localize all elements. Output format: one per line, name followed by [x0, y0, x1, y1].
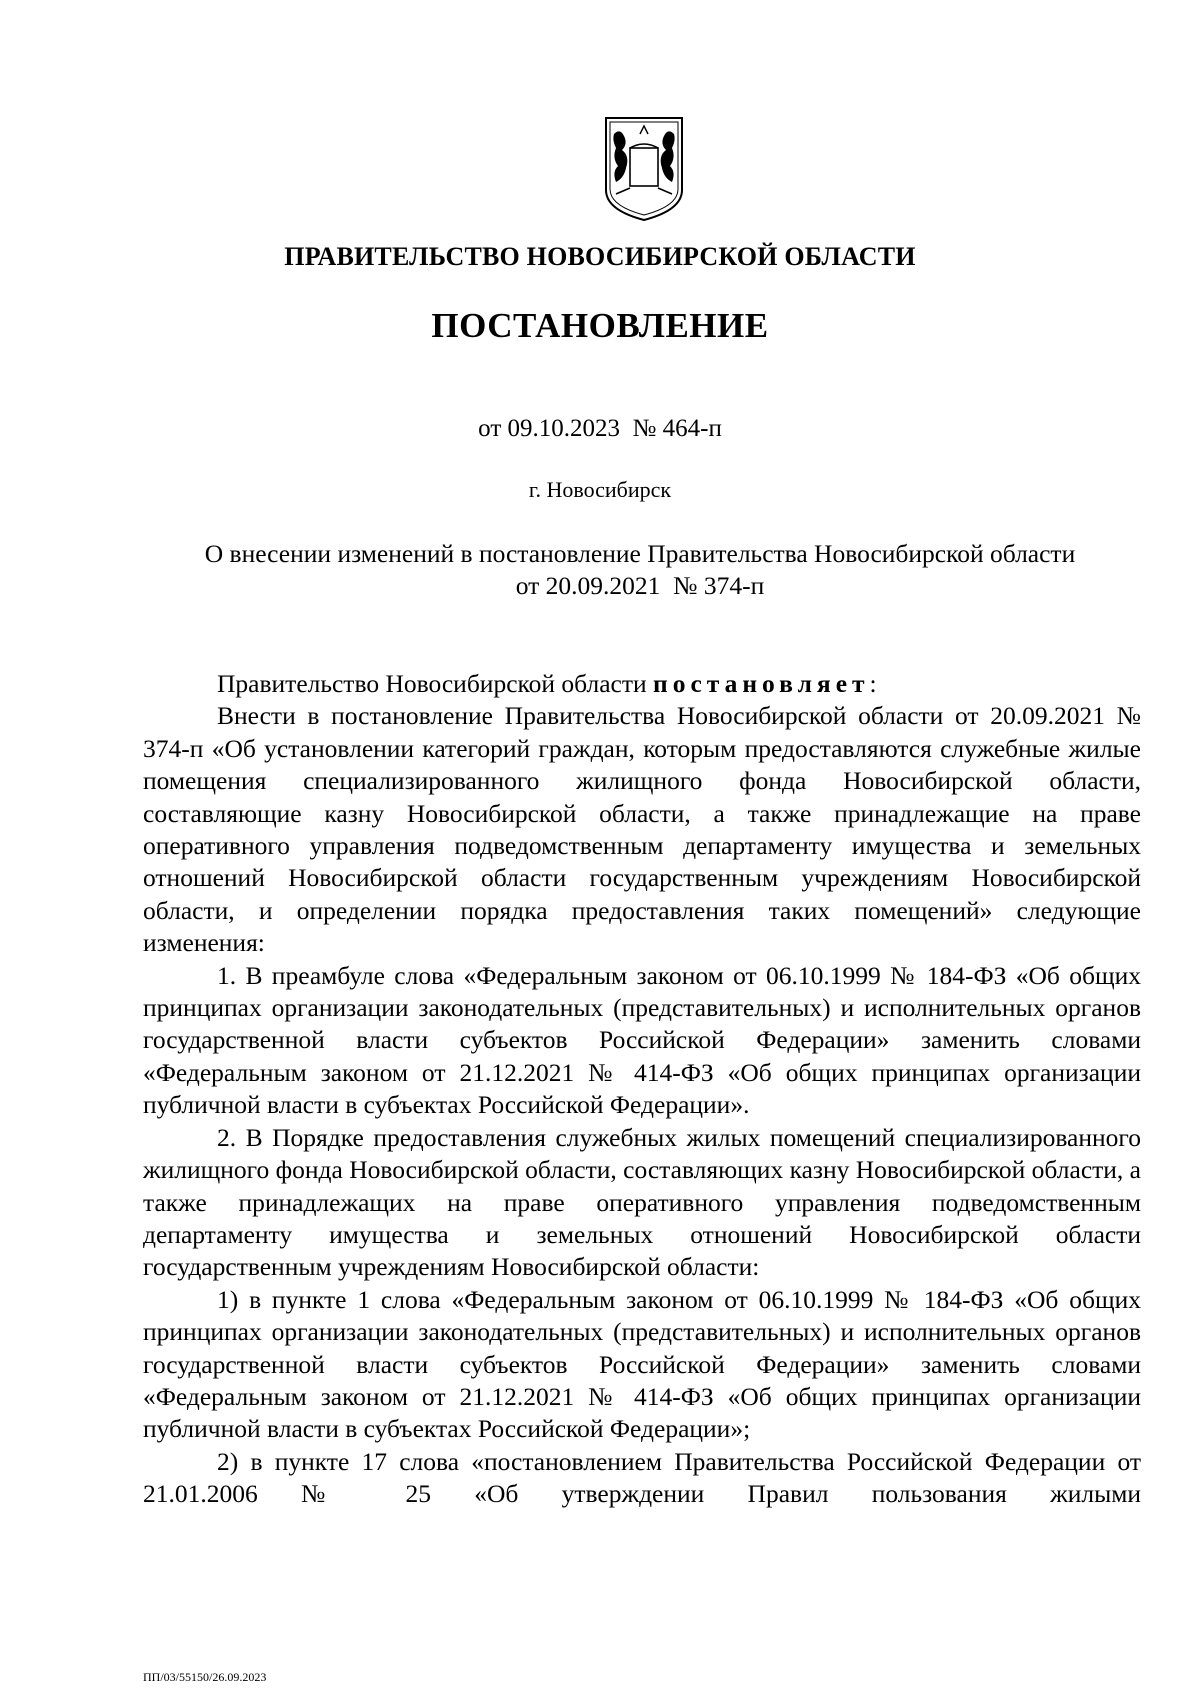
- subject-line-1: О внесении изменений в постановление Правительства Новосибирской области: [204, 539, 1076, 568]
- organization-title: ПРАВИТЕЛЬСТВО НОВОСИБИРСКОЙ ОБЛАСТИ: [284, 242, 916, 271]
- paragraph-main: Внести в постановление Правительства Новосибирской области от 20.09.2021 № 374-п «Об установлении категорий граждан, которым предоставляются служебные жилые помещения специализированного жилищного фонда Новосибирской области, составляющие казну Новосибирской области, а также принадлежащие на праве оперативного управления подведомственным департаменту имущества и земельных отношений Новосибирской области государственным учреждениям Новосибирской области, и определении порядка предоставления таких помещений» следующие изменения:: [143, 701, 1141, 958]
- paragraph-subitem-1: 1) в пункте 1 слова «Федеральным законом от 06.10.1999 № 184-ФЗ «Об общих принципах организации законодательных (представительных) и исполнительных органов государственной власти субъектов Российской Федерации» заменить словами «Федеральным законом от 21.12.2021 № 414-ФЗ «Об общих принципах организации публичной власти в субъектах Российской Федерации»;: [143, 1284, 1141, 1444]
- subject-line-2: от 20.09.2021 № 374-п: [515, 571, 765, 600]
- document-body: [143, 668, 1141, 1511]
- paragraph-item-2: 2. В Порядке предоставления служебных жилых помещений специализированного жилищного фонда Новосибирской области, составляющих казну Новосибирской области, а также принадлежащих на праве оперативного управления подведомственным департаменту имущества и земельных отношений Новосибирской области государственным учреждениям Новосибирской области:: [143, 1122, 1141, 1282]
- date-number-line: [0, 415, 1200, 443]
- coat-of-arms-icon: [600, 112, 688, 224]
- resolution-intro-text: Правительство Новосибирской области: [217, 669, 647, 698]
- document-type-title: ПОСТАНОВЛЕНИЕ: [431, 306, 769, 345]
- resolution-keyword: постановляет: [653, 669, 870, 698]
- paragraph-subitem-2: 2) в пункте 17 слова «постановлением Правительства Российской Федерации от 21.01.2006 № 25 «Об утверждении Правил пользования жилыми: [143, 1446, 1141, 1509]
- city-line: г. Новосибирск: [528, 477, 672, 502]
- footer-code: ПП/03/55150/26.09.2023: [143, 1670, 267, 1684]
- document-number: № 464-п: [632, 415, 722, 442]
- paragraph-item-1: 1. В преамбуле слова «Федеральным законом от 06.10.1999 № 184-ФЗ «Об общих принципах организации законодательных (представительных) и исполнительных органов государственной власти субъектов Российской Федерации» заменить словами «Федеральным законом от 21.12.2021 № 414-ФЗ «Об общих принципах организации публичной власти в субъектах Российской Федерации».: [143, 960, 1141, 1120]
- resolution-colon: :: [869, 669, 877, 698]
- document-date: от 09.10.2023: [478, 415, 621, 442]
- resolution-intro: [143, 668, 1141, 700]
- document-subject: [140, 538, 1140, 602]
